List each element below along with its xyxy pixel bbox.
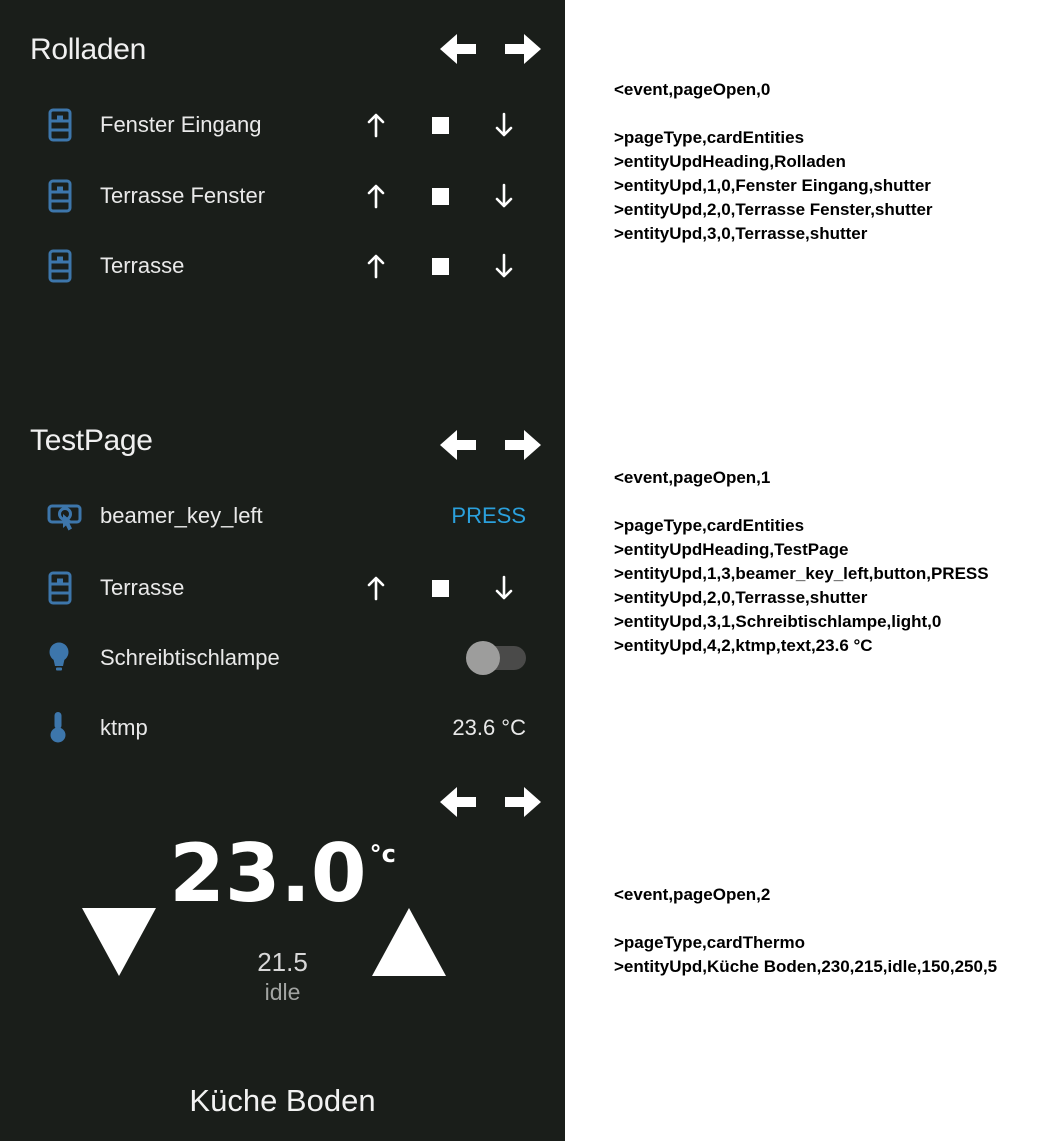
current-temperature-value: 23.0 [169,827,367,920]
shutter-stop-button[interactable] [418,117,462,134]
press-button[interactable]: PRESS [451,503,526,528]
entity-row-beamer-key-left [46,486,526,546]
right-arrow-icon [505,430,541,460]
annotation-line: >entityUpd,1,3,beamer_key_left,button,PRESS [614,564,989,583]
shutter-stop-button[interactable] [418,258,462,275]
shutter-controls [354,572,526,604]
annotation-block-page0 [614,78,933,246]
arrow-down-icon [497,185,511,206]
entity-row-terrasse-fenster [46,166,526,226]
annotation-block-page2 [614,883,997,979]
toggle-knob [466,641,500,675]
shutter-controls [354,109,526,141]
annotation-line: <event,pageOpen,0 [614,80,771,99]
annotation-line: <event,pageOpen,1 [614,468,771,487]
entity-label: ktmp [100,715,148,740]
window-shutter-icon [46,107,84,143]
stop-icon [432,117,449,134]
annotation-line: >entityUpd,3,0,Terrasse,shutter [614,224,868,243]
shutter-up-button[interactable] [354,250,398,282]
annotation-line: >pageType,cardEntities [614,516,805,535]
annotation-line: >pageType,cardThermo [614,933,805,952]
entity-label: Terrasse [100,253,185,278]
annotation-line: >entityUpd,3,1,Schreibtischlampe,light,0 [614,612,942,631]
light-toggle-switch[interactable] [468,641,526,675]
right-arrow-icon [505,787,541,817]
page-title-testpage: TestPage [30,424,153,457]
window-shutter-icon [46,248,84,284]
arrow-up-icon [369,186,383,207]
arrow-down-icon [497,255,511,276]
thermostat-title: Küche Boden [189,1083,376,1118]
entity-row-fenster-eingang [46,95,526,155]
current-temperature [0,827,565,920]
shutter-controls [354,180,526,212]
entity-label: Fenster Eingang [100,112,262,137]
page-title-rolladen: Rolladen [30,33,147,66]
annotation-line: >entityUpd,1,0,Fenster Eingang,shutter [614,176,931,195]
annotation-line: <event,pageOpen,2 [614,885,771,904]
stop-icon [432,258,449,275]
shutter-down-button[interactable] [482,250,526,282]
stop-icon [432,580,449,597]
target-temperature: 21.5 [257,947,308,977]
entity-row-ktmp [46,698,526,758]
annotation-line: >entityUpd,4,2,ktmp,text,23.6 °C [614,636,873,655]
entity-label: beamer_key_left [100,503,263,528]
entity-label: Schreibtischlampe [100,645,280,670]
nav-left-arrow-button[interactable] [438,783,478,821]
shutter-down-button[interactable] [482,180,526,212]
arrow-down-icon [497,577,511,598]
annotation-line [614,907,997,931]
annotation-line [614,102,933,126]
annotation-line: >entityUpd,Küche Boden,230,215,idle,150,250,5 [614,957,998,976]
entity-row-schreibtischlampe [46,628,526,688]
arrow-up-icon [369,115,383,136]
lightbulb-icon [46,641,84,675]
page-nav-card1 [438,30,543,68]
gesture-tap-button-icon [46,499,84,533]
shutter-down-button[interactable] [482,109,526,141]
annotation-line: >pageType,cardEntities [614,128,805,147]
shutter-stop-button[interactable] [418,188,462,205]
stop-icon [432,188,449,205]
shutter-down-button[interactable] [482,572,526,604]
window-shutter-icon [46,178,84,214]
arrow-up-icon [369,256,383,277]
nav-left-arrow-button[interactable] [438,30,478,68]
shutter-up-button[interactable] [354,572,398,604]
shutter-up-button[interactable] [354,109,398,141]
left-arrow-icon [440,430,476,460]
arrow-down-icon [497,114,511,135]
entity-label: Terrasse Fenster [100,183,266,208]
shutter-controls [354,250,526,282]
temperature-value: 23.6 °C [452,715,526,740]
page-nav-card2 [438,426,543,464]
shutter-up-button[interactable] [354,180,398,212]
page-nav-card3 [438,783,543,821]
entity-row-terrasse [46,236,526,296]
nav-left-arrow-button[interactable] [438,426,478,464]
entity-row-terrasse-2 [46,558,526,618]
thermostat-state: idle [264,979,301,1005]
temperature-unit: °c [369,840,396,868]
left-arrow-icon [440,34,476,64]
annotation-line: >entityUpd,2,0,Terrasse,shutter [614,588,868,607]
annotation-line [614,490,989,514]
left-arrow-icon [440,787,476,817]
annotation-line: >entityUpd,2,0,Terrasse Fenster,shutter [614,200,933,219]
entity-label: Terrasse [100,575,185,600]
nav-right-arrow-button[interactable] [503,426,543,464]
arrow-up-icon [369,578,383,599]
shutter-stop-button[interactable] [418,580,462,597]
annotation-line: >entityUpdHeading,TestPage [614,540,849,559]
nav-right-arrow-button[interactable] [503,30,543,68]
thermometer-icon [46,710,84,746]
window-shutter-icon [46,570,84,606]
nav-right-arrow-button[interactable] [503,783,543,821]
right-arrow-icon [505,34,541,64]
annotation-line: >entityUpdHeading,Rolladen [614,152,846,171]
annotation-block-page1 [614,466,989,658]
